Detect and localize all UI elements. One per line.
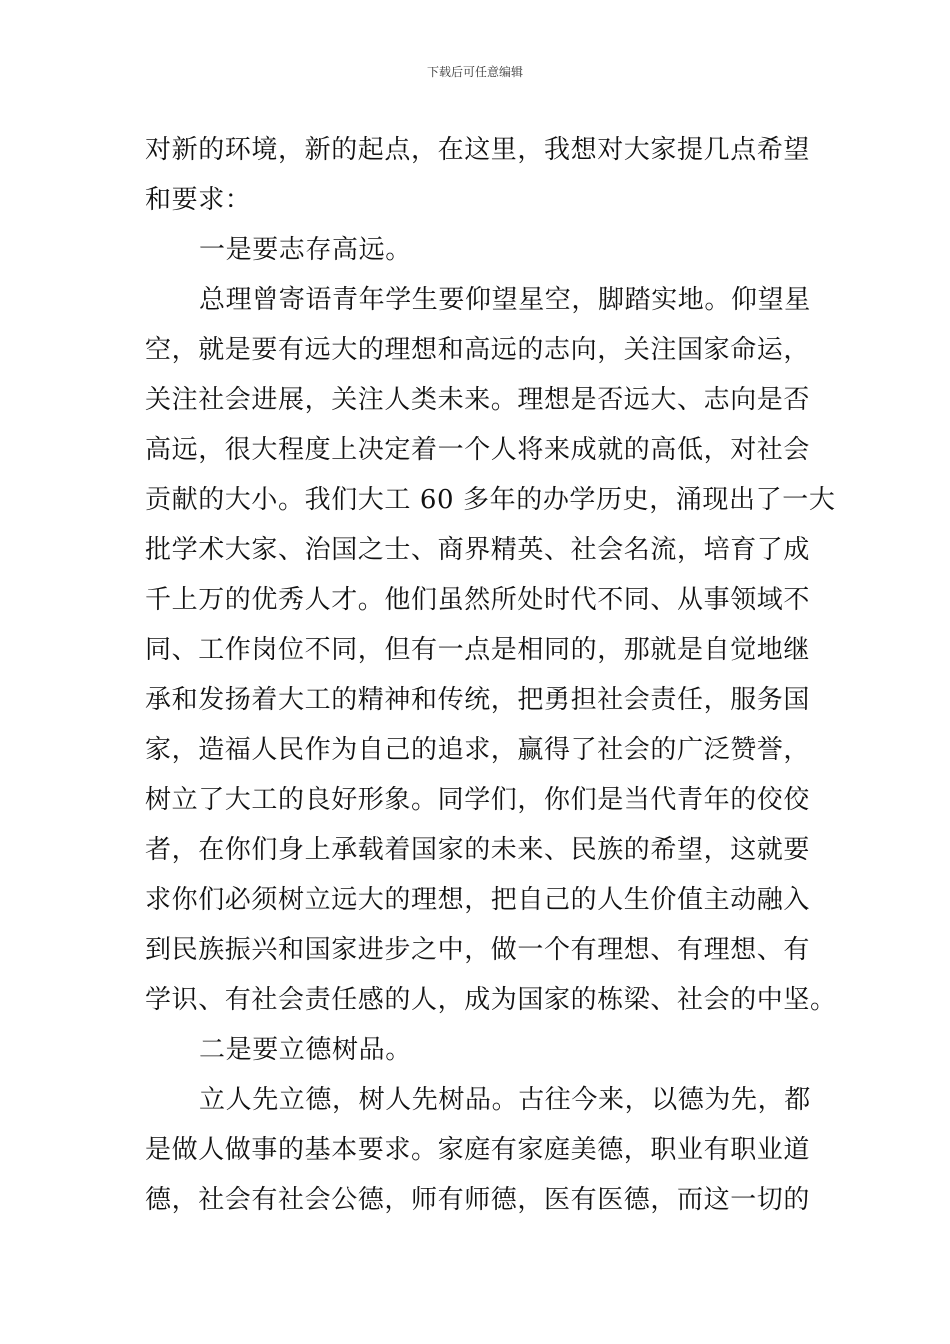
page-header: 下载后可任意编辑: [426, 65, 523, 79]
section-heading: 二是要立德树品。: [199, 1035, 412, 1065]
body-line: 树立了大工的良好形象。同学们，你们是当代青年的佼佼: [145, 785, 811, 815]
body-line: 者，在你们身上承载着国家的未来、民族的希望，这就要: [145, 835, 811, 865]
section-heading: 一是要志存高远。: [199, 235, 412, 265]
body-line: 对新的环境，新的起点，在这里，我想对大家提几点希望: [145, 135, 811, 165]
body-line: 到民族振兴和国家进步之中，做一个有理想、有理想、有: [145, 935, 811, 965]
body-line: 求你们必须树立远大的理想，把自己的人生价值主动融入: [145, 885, 811, 915]
body-line: 千上万的优秀人才。他们虽然所处时代不同、从事领域不: [145, 585, 811, 615]
body-line: 贡献的大小。我们大工 60 多年的办学历史，涌现出了一大: [145, 485, 836, 515]
body-line: 是做人做事的基本要求。家庭有家庭美德，职业有职业道: [145, 1135, 811, 1165]
body-line: 学识、有社会责任感的人，成为国家的栋梁、社会的中坚。: [145, 985, 837, 1015]
body-line: 高远，很大程度上决定着一个人将来成就的高低，对社会: [145, 435, 811, 465]
paragraph-start-line: 总理曾寄语青年学生要仰望星空，脚踏实地。仰望星: [199, 285, 811, 315]
body-line: 关注社会进展，关注人类未来。理想是否远大、志向是否: [145, 385, 811, 415]
body-line: 德，社会有社会公德，师有师德，医有医德，而这一切的: [145, 1185, 811, 1215]
body-line: 和要求：: [145, 185, 252, 215]
body-line: 空，就是要有远大的理想和高远的志向，关注国家命运，: [145, 335, 811, 365]
paragraph-start-line: 立人先立德，树人先树品。古往今来，以德为先，都: [199, 1085, 811, 1115]
body-line: 家，造福人民作为自己的追求，赢得了社会的广泛赞誉，: [145, 735, 811, 765]
body-line: 承和发扬着大工的精神和传统，把勇担社会责任，服务国: [145, 685, 811, 715]
document-body: [145, 125, 837, 1225]
body-line: 批学术大家、治国之士、商界精英、社会名流，培育了成: [145, 535, 811, 565]
body-line: 同、工作岗位不同，但有一点是相同的，那就是自觉地继: [145, 635, 811, 665]
